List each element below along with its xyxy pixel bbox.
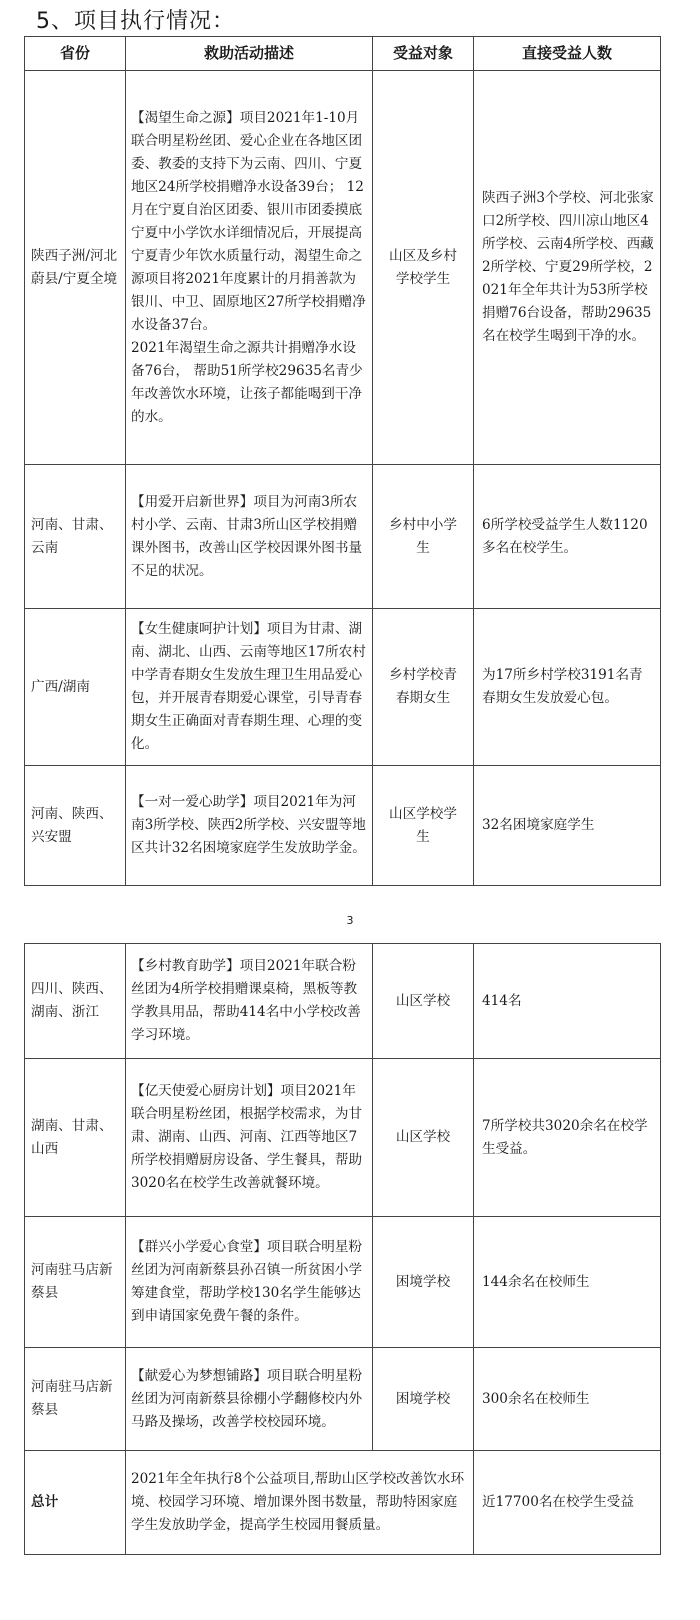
total-description: 2021年全年执行8个公益项目,帮助山区学校改善饮水环境、校园学习环境、增加课外图书数量，帮助特困家庭学生发放助学金，提高学生校园用餐质量。 bbox=[126, 1451, 474, 1555]
row-description: 【用爱开启新世界】项目为河南3所农村小学、云南、甘肃3所山区学校捐赠课外图书，改善山区学校因课外图书量不足的状况。 bbox=[126, 465, 373, 609]
row-description bbox=[126, 71, 373, 465]
row-description: 【一对一爱心助学】项目2021年为河南3所学校、陕西2所学校、兴安盟等地区共计32名困境家庭学生发放助学金。 bbox=[126, 766, 373, 886]
row-target: 山区学校 bbox=[373, 1059, 474, 1217]
row-description: 【亿天使爱心厨房计划】项目2021年联合明星粉丝团，根据学校需求，为甘肃、湖南、山西、河南、江西等地区7所学校捐赠厨房设备、学生餐具，帮助3020名在校学生改善就餐环境。 bbox=[126, 1059, 373, 1217]
table-row bbox=[25, 766, 661, 886]
row-description: 【献爱心为梦想铺路】项目联合明星粉丝团为河南新蔡县徐棚小学翻修校内外马路及操场，改善学校校园环境。 bbox=[126, 1348, 373, 1451]
table-row bbox=[25, 1348, 661, 1451]
row-description-part2: 2021年渴望生命之源共计捐赠净水设备76台， 帮助51所学校29635名青少年改善饮水环境，让孩子都能喝到干净的水。 bbox=[131, 339, 363, 425]
row-target: 山区及乡村学校学生 bbox=[373, 71, 474, 465]
table-row bbox=[25, 609, 661, 766]
table-row bbox=[25, 71, 661, 465]
row-target: 山区学校 bbox=[373, 944, 474, 1059]
header-target: 受益对象 bbox=[373, 37, 474, 71]
row-province: 广西/湖南 bbox=[25, 609, 126, 766]
row-target: 乡村中小学生 bbox=[373, 465, 474, 609]
row-province: 河南、陕西、兴安盟 bbox=[25, 766, 126, 886]
table-row bbox=[25, 1059, 661, 1217]
row-description: 【群兴小学爱心食堂】项目联合明星粉丝团为河南新蔡县孙召镇一所贫困小学筹建食堂，帮助学校130名学生能够达到申请国家免费午餐的条件。 bbox=[126, 1217, 373, 1348]
row-province: 河南驻马店新蔡县 bbox=[25, 1217, 126, 1348]
row-count: 7所学校共3020余名在校学生受益。 bbox=[474, 1059, 661, 1217]
table-total-row bbox=[25, 1451, 661, 1555]
row-description-part1: 【渴望生命之源】项目2021年1-10月联合明星粉丝团、爱心企业在各地区团委、教委的支持下为云南、四川、宁夏地区24所学校捐赠净水设备39台； 12月在宁夏自治区团委、银川市团委摸底宁夏中小学饮水详细情况后，开展提高宁夏青少年饮水质量行动，渴望生命之源项目将2021年度累计的月捐善款为银川、中卫、固原地区27所学校捐赠净水设备37台。 bbox=[131, 109, 366, 333]
section-heading: 5、项目执行情况： bbox=[36, 9, 235, 34]
row-count: 414名 bbox=[474, 944, 661, 1059]
table-row bbox=[25, 944, 661, 1059]
row-description: 【乡村教育助学】项目2021年联合粉丝团为4所学校捐赠课桌椅，黑板等教学教具用品，帮助414名中小学校改善学习环境。 bbox=[126, 944, 373, 1059]
header-count: 直接受益人数 bbox=[474, 37, 661, 71]
row-count: 300余名在校师生 bbox=[474, 1348, 661, 1451]
total-count: 近17700名在校学生受益 bbox=[474, 1451, 661, 1555]
row-target: 乡村学校青春期女生 bbox=[373, 609, 474, 766]
row-province: 湖南、甘肃、山西 bbox=[25, 1059, 126, 1217]
row-count: 陕西子洲3个学校、河北张家口2所学校、四川凉山地区4所学校、云南4所学校、西藏2所学校、宁夏29所学校，2021年全年共计为53所学校捐赠76台设备，帮助29635名在校学生喝到干净的水。 bbox=[474, 71, 661, 465]
row-description: 【女生健康呵护计划】项目为甘肃、湖南、湖北、山西、云南等地区17所农村中学青春期女生发放生理卫生用品爱心包，并开展青春期爱心课堂，引导青春期女生正确面对青春期生理、心理的变化。 bbox=[126, 609, 373, 766]
row-province: 河南驻马店新蔡县 bbox=[25, 1348, 126, 1451]
row-count: 144余名在校师生 bbox=[474, 1217, 661, 1348]
header-province: 省份 bbox=[25, 37, 126, 71]
row-province: 陕西子洲/河北蔚县/宁夏全境 bbox=[25, 71, 126, 465]
row-province: 河南、甘肃、云南 bbox=[25, 465, 126, 609]
row-count: 为17所乡村学校3191名青春期女生发放爱心包。 bbox=[474, 609, 661, 766]
row-target: 山区学校学生 bbox=[373, 766, 474, 886]
row-target: 困境学校 bbox=[373, 1348, 474, 1451]
table-row bbox=[25, 1217, 661, 1348]
row-target: 困境学校 bbox=[373, 1217, 474, 1348]
execution-table-page2 bbox=[24, 943, 661, 1555]
page-number: 3 bbox=[346, 914, 354, 927]
total-label: 总计 bbox=[25, 1451, 126, 1555]
row-count: 6所学校受益学生人数1120多名在校学生。 bbox=[474, 465, 661, 609]
row-province: 四川、陕西、湖南、浙江 bbox=[25, 944, 126, 1059]
row-count: 32名困境家庭学生 bbox=[474, 766, 661, 886]
table-header-row bbox=[25, 37, 661, 71]
header-description: 救助活动描述 bbox=[126, 37, 373, 71]
table-row bbox=[25, 465, 661, 609]
execution-table-page1 bbox=[24, 36, 661, 886]
